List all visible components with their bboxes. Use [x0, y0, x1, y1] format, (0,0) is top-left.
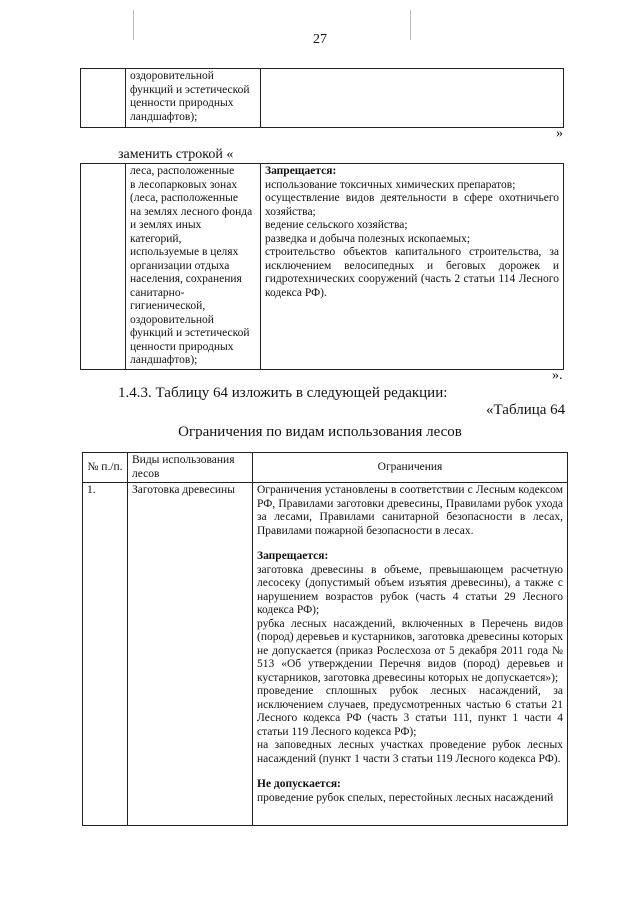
text-line: организации отдыха — [130, 259, 230, 272]
text-line: оздоровительной — [130, 70, 214, 82]
text-line: (леса, расположенные — [130, 192, 239, 204]
table-cell-restrictions — [261, 164, 564, 370]
header-restrictions: Ограничения — [253, 453, 568, 483]
table-row — [83, 483, 568, 826]
text-line: в лесопарковых зонах — [130, 178, 238, 191]
table-cell-empty — [81, 164, 126, 370]
text-line: функций и эстетической — [130, 327, 250, 339]
restriction-item: заготовка древесины в объеме, превышающем расчетную лесосеку (допустимый объем изъятия древесины), а также с нарушением возрастов рубок (часть 4 статьи 29 Лесного кодекса РФ); — [257, 563, 563, 616]
restriction-item: разведка и добыча полезных ископаемых; — [265, 232, 471, 245]
restriction-item: строительство объектов капитального строительства, за исключением велосипедных и беговых дорожек и гидротехнических сооружений (часть 2 статьи 114 Лесного кодекса РФ). — [265, 246, 559, 299]
text-line: ландшафтов); — [130, 354, 198, 366]
restrictions-intro: Ограничения установлены в соответствии с Лесным кодексом РФ, Правилами заготовки древесины, Правилами рубок ухода за лесами, Правилами санитарной безопасности в лесах, Правилами пожарной безопасности в лесах. — [257, 484, 563, 537]
row-use-type: Заготовка древесины — [128, 483, 253, 826]
text-line: ландшафтов); — [130, 110, 198, 123]
text-line: ценности природных — [130, 97, 234, 109]
text-line: гигиенической, — [130, 300, 206, 312]
table-replacement — [80, 163, 564, 370]
restriction-item: проведение сплошных рубок лесных насаждений, за исключением случаев, предусмотренных частью 6 статьи 21 Лесного кодекса РФ (часть 3 статьи 111, пункт 1 части 4 статьи 119 Лесного кодекса РФ); — [257, 685, 563, 738]
table-header-row — [83, 453, 568, 483]
restriction-item: проведение рубок спелых, перестойных лесных насаждений — [257, 791, 554, 804]
restriction-item: рубка лесных насаждений, включенных в Перечень видов (пород) деревьев и кустарников, заготовка древесины которых не допускается (приказ Рослесхоза от 5 декабря 2011 года № 513 «Об утверждении Перечня видов (пород) деревьев и кустарников, заготовка древесины которых не допускается»); — [257, 617, 563, 684]
table-fragment-top — [80, 68, 564, 128]
table-title: Ограничения по видам использования лесов — [178, 424, 462, 440]
page-number: 27 — [313, 32, 327, 47]
header-use-type: Виды использования лесов — [128, 453, 253, 483]
table-64 — [82, 452, 568, 826]
restriction-item: осуществление видов деятельности в сфере охотничьего хозяйства; — [265, 192, 559, 218]
prohibited-title: Запрещается: — [257, 550, 329, 562]
not-allowed-title: Не допускается: — [257, 778, 341, 790]
restriction-item: ведение сельского хозяйства; — [265, 219, 408, 231]
text-line: санитарно- — [130, 286, 185, 299]
row-number: 1. — [83, 483, 128, 826]
replace-instruction: заменить строкой « — [118, 147, 234, 162]
text-line: используемые в целях — [130, 246, 239, 258]
table-cell-use-type — [126, 69, 261, 128]
text-line: леса, расположенные — [130, 165, 235, 177]
header-number: № п./п. — [83, 453, 128, 483]
section-instruction: 1.4.3. Таблицу 64 изложить в следующей редакции: — [118, 385, 448, 401]
spacer — [257, 766, 563, 778]
text-line: категорий, — [130, 232, 182, 245]
text-line: и землях иных — [130, 219, 202, 231]
text-line: ценности природных — [130, 340, 234, 353]
text-line: на землях лесного фонда — [130, 205, 253, 218]
closing-quote: » — [556, 126, 563, 141]
restriction-item: на заповедных лесных участках проведение рубок лесных насаждений (пункт 1 части 3 статьи 119 Лесного кодекса РФ). — [257, 739, 563, 765]
prohibited-title: Запрещается: — [265, 165, 337, 177]
text-line: функций и эстетической — [130, 83, 250, 96]
table-reference: «Таблица 64 — [486, 402, 566, 418]
text-line: населения, сохранения — [130, 273, 242, 285]
row-restrictions — [253, 483, 568, 826]
table-cell-empty — [81, 69, 126, 128]
text-line: оздоровительной — [130, 313, 214, 326]
table-cell-use-type — [126, 164, 261, 370]
restriction-item: использование токсичных химических препаратов; — [265, 178, 516, 191]
closing-quote: ». — [552, 368, 563, 383]
table-cell-empty — [261, 69, 564, 128]
spacer — [257, 538, 563, 550]
